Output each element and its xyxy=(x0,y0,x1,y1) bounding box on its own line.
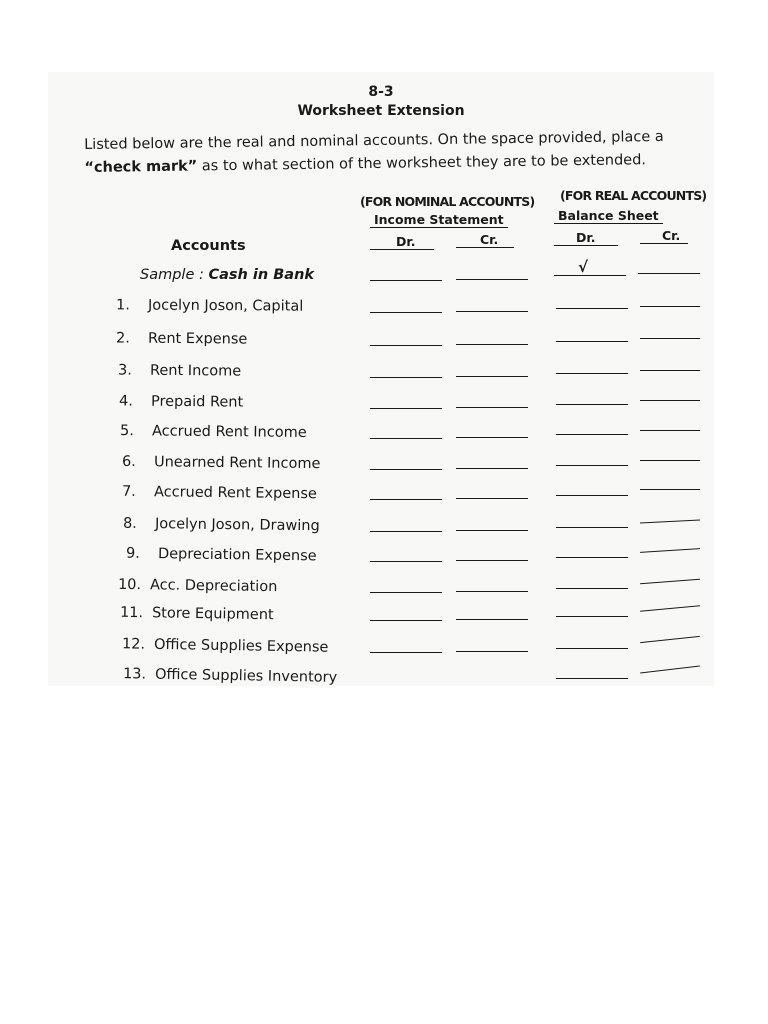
account-row xyxy=(122,454,321,472)
account-number: 5. xyxy=(119,423,134,440)
account-name: Accrued Rent Income xyxy=(151,423,307,441)
account-row xyxy=(116,330,247,347)
account-number: 1. xyxy=(115,297,130,314)
is-cr-header: Cr. xyxy=(456,232,514,248)
bs-dr-blank[interactable] xyxy=(556,527,628,528)
account-number: 11. xyxy=(119,604,144,622)
is-dr-blank[interactable] xyxy=(370,408,442,409)
bs-cr-blank[interactable] xyxy=(640,605,700,611)
bs-dr-blank[interactable] xyxy=(556,616,628,617)
bs-cr-blank[interactable] xyxy=(640,370,700,371)
account-row xyxy=(126,546,317,565)
nominal-accounts-header: (FOR NOMINAL ACCOUNTS) xyxy=(360,194,535,209)
instructions-check-mark: “check mark” xyxy=(84,158,198,176)
is-dr-blank[interactable] xyxy=(370,345,442,346)
bs-dr-blank[interactable] xyxy=(556,404,628,405)
account-row xyxy=(116,297,303,314)
is-dr-blank[interactable] xyxy=(370,652,442,653)
account-row xyxy=(118,362,241,379)
is-cr-blank[interactable] xyxy=(456,437,528,438)
income-statement-header: Income Statement xyxy=(370,212,508,228)
accounts-header: Accounts xyxy=(171,238,246,254)
is-dr-blank[interactable] xyxy=(370,620,442,621)
is-dr-blank[interactable] xyxy=(370,499,442,500)
instructions xyxy=(84,125,714,180)
account-number: 8. xyxy=(122,515,137,532)
account-name: Accrued Rent Expense xyxy=(153,484,317,503)
sample-bs-dr-blank[interactable] xyxy=(554,275,626,276)
real-accounts-header: (FOR REAL ACCOUNTS) xyxy=(560,188,707,203)
is-cr-blank[interactable] xyxy=(456,376,528,377)
is-cr-blank[interactable] xyxy=(456,344,528,345)
is-cr-blank[interactable] xyxy=(456,407,528,408)
account-row xyxy=(120,423,307,441)
is-dr-blank[interactable] xyxy=(370,531,442,532)
bs-cr-header: Cr. xyxy=(640,228,688,244)
bs-cr-blank[interactable] xyxy=(640,636,700,643)
is-cr-blank[interactable] xyxy=(456,591,528,592)
income-statement-wrap xyxy=(370,212,508,227)
sample-bs-cr-blank[interactable] xyxy=(638,273,700,274)
account-number: 13. xyxy=(122,666,147,683)
bs-dr-blank[interactable] xyxy=(556,465,628,466)
bs-dr-blank[interactable] xyxy=(556,308,628,309)
sample-is-dr-blank[interactable] xyxy=(370,280,442,281)
sample-row xyxy=(140,267,314,283)
is-dr-blank[interactable] xyxy=(370,312,442,313)
is-cr-blank[interactable] xyxy=(456,560,528,561)
account-row xyxy=(119,393,243,410)
account-number: 6. xyxy=(121,453,136,471)
worksheet-page xyxy=(48,72,714,686)
is-cr-blank[interactable] xyxy=(456,468,528,469)
is-dr-blank[interactable] xyxy=(370,438,442,439)
is-dr-wrap xyxy=(370,234,434,249)
account-row xyxy=(120,605,274,623)
is-dr-blank[interactable] xyxy=(370,561,442,562)
is-dr-blank[interactable] xyxy=(370,592,442,593)
bs-dr-blank[interactable] xyxy=(556,434,628,435)
is-dr-blank[interactable] xyxy=(370,377,442,378)
document-title: Worksheet Extension xyxy=(297,103,465,119)
account-name: Jocelyn Joson, Capital xyxy=(147,297,304,315)
bs-cr-blank[interactable] xyxy=(640,548,700,553)
bs-cr-blank[interactable] xyxy=(640,460,700,461)
sample-account: Cash in Bank xyxy=(208,267,315,283)
account-number: 10. xyxy=(117,576,142,594)
is-cr-blank[interactable] xyxy=(456,498,528,499)
account-number: 3. xyxy=(117,362,132,379)
sample-check-mark: √ xyxy=(578,258,589,276)
account-name: Acc. Depreciation xyxy=(149,577,278,596)
bs-dr-header: Dr. xyxy=(554,230,618,246)
bs-dr-blank[interactable] xyxy=(556,588,628,589)
account-name: Unearned Rent Income xyxy=(153,454,321,473)
account-name: Office Supplies Expense xyxy=(153,636,329,656)
is-dr-blank[interactable] xyxy=(370,469,442,470)
account-number: 12. xyxy=(121,636,146,653)
is-cr-blank[interactable] xyxy=(456,651,528,652)
account-number: 7. xyxy=(121,483,136,500)
bs-dr-blank[interactable] xyxy=(556,341,628,342)
bs-cr-blank[interactable] xyxy=(640,519,700,523)
account-number: 9. xyxy=(125,545,140,562)
bs-cr-blank[interactable] xyxy=(640,338,700,339)
account-row xyxy=(122,636,329,655)
bs-dr-blank[interactable] xyxy=(556,495,628,496)
account-row xyxy=(118,577,278,595)
instructions-text-1: Listed below are the real and nominal accounts. On the space provided, place a xyxy=(84,128,664,153)
bs-dr-blank[interactable] xyxy=(556,648,628,649)
instructions-text-2: as to what section of the worksheet they are to be extended. xyxy=(197,152,647,175)
account-name: Rent Expense xyxy=(147,330,248,348)
account-row xyxy=(122,484,317,502)
account-number: 2. xyxy=(115,330,130,347)
is-cr-blank[interactable] xyxy=(456,530,528,531)
sample-label: Sample : xyxy=(140,267,209,283)
bs-cr-blank[interactable] xyxy=(640,306,700,307)
bs-dr-wrap xyxy=(554,230,618,245)
bs-cr-blank[interactable] xyxy=(640,430,700,431)
account-name: Rent Income xyxy=(149,362,242,380)
bs-dr-blank[interactable] xyxy=(556,557,628,558)
document-number: 8-3 xyxy=(368,84,394,100)
bs-cr-blank[interactable] xyxy=(640,665,700,673)
is-cr-blank[interactable] xyxy=(456,619,528,620)
account-name: Jocelyn Joson, Drawing xyxy=(154,516,320,535)
bs-cr-blank[interactable] xyxy=(640,400,700,401)
balance-sheet-header: Balance Sheet xyxy=(554,208,663,224)
balance-sheet-wrap xyxy=(554,208,663,223)
bs-dr-blank[interactable] xyxy=(556,678,628,679)
bs-dr-blank[interactable] xyxy=(556,373,628,374)
is-cr-wrap xyxy=(456,232,514,247)
account-name: Store Equipment xyxy=(151,605,274,624)
account-row xyxy=(123,666,337,686)
bs-cr-wrap xyxy=(640,228,688,243)
account-name: Office Supplies Inventory xyxy=(154,666,338,686)
account-row xyxy=(123,516,320,535)
account-number: 4. xyxy=(118,393,133,410)
is-dr-header: Dr. xyxy=(370,234,434,250)
is-cr-blank[interactable] xyxy=(456,311,528,312)
bs-cr-blank[interactable] xyxy=(640,489,700,490)
account-name: Prepaid Rent xyxy=(150,393,244,411)
account-name: Depreciation Expense xyxy=(157,546,317,565)
sample-is-cr-blank[interactable] xyxy=(456,279,528,280)
bs-cr-blank[interactable] xyxy=(640,578,700,584)
